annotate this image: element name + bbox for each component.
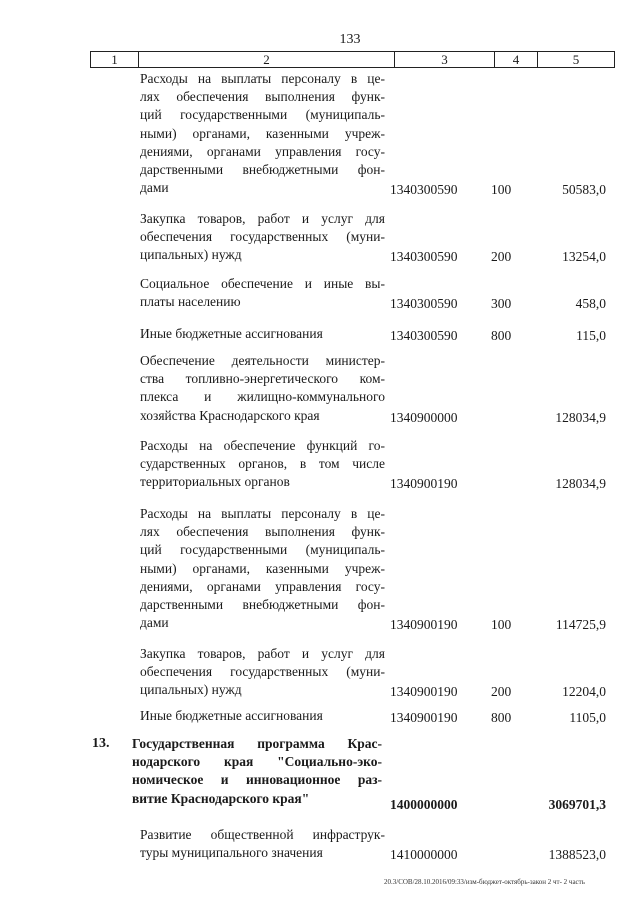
row-sum: 1105,0	[569, 710, 606, 725]
row-description	[132, 735, 382, 808]
row-description	[140, 505, 385, 632]
description-line: хозяйства Краснодарского края	[140, 407, 320, 423]
description-line: ций государственными (муниципаль-	[140, 107, 385, 123]
row-sum: 50583,0	[562, 182, 606, 198]
description-line: территориальных органов	[140, 474, 290, 490]
row-code: 1340900190	[390, 684, 458, 700]
description-line: плекса и жилищно-коммунального	[140, 389, 385, 405]
row-code: 1340900000	[390, 409, 458, 425]
row-code: 1340300590	[390, 328, 458, 343]
description-line: витие Краснодарского края"	[132, 790, 310, 806]
description-line: Расходы на выплаты персоналу в це-	[140, 71, 385, 86]
row-code: 1340900190	[390, 476, 458, 492]
row-description	[140, 325, 385, 343]
row-description	[140, 707, 385, 725]
description-line: платы населению	[140, 294, 241, 310]
description-line: лях обеспечения выполнения функ-	[140, 524, 385, 540]
page-number: 133	[339, 32, 361, 47]
description-line: Иные бюджетные ассигнования	[140, 326, 323, 341]
row-description	[140, 826, 385, 862]
description-line: ципальных) нужд	[140, 682, 242, 698]
description-line: ными) органами, казенными учреж-	[140, 560, 385, 576]
row-code: 1340300590	[390, 296, 458, 312]
header-col-3: 3	[395, 52, 495, 67]
description-line: Обеспечение деятельности министер-	[140, 353, 385, 368]
footer-note: 20.3/COB/28.10.2016/09:33/изм-бюджет-октябрь-закон 2 чт- 2 часть	[384, 878, 585, 886]
description-line: номическое и инновационное раз-	[132, 772, 382, 788]
description-line: дами	[140, 180, 169, 196]
row-code: 1340900190	[390, 710, 458, 725]
row-number: 13.	[92, 736, 110, 751]
row-description	[140, 275, 385, 311]
description-line: ства топливно-энергетического ком-	[140, 371, 385, 387]
description-line: дениями, органами управления госу-	[140, 578, 385, 594]
description-line: сударственных органов, в том числе	[140, 456, 385, 472]
row-description	[140, 437, 385, 492]
description-line: дарственными внебюджетными фон-	[140, 597, 385, 613]
row-sum: 3069701,3	[548, 796, 606, 812]
row-sum: 12204,0	[562, 684, 606, 700]
description-line: обеспечения государственных (муни-	[140, 664, 385, 680]
description-line: ципальных) нужд	[140, 247, 242, 263]
row-sum: 1388523,0	[548, 847, 606, 863]
row-description	[140, 645, 385, 700]
header-col-1: 1	[91, 52, 139, 67]
header-col-5: 5	[572, 52, 580, 67]
description-line: обеспечения государственных (муни-	[140, 229, 385, 245]
row-code: 1410000000	[390, 847, 458, 863]
description-line: ными) органами, казенными учреж-	[140, 125, 385, 141]
description-line: нодарского края "Социально-эко-	[132, 754, 382, 770]
row-sum: 128034,9	[555, 476, 606, 492]
description-line: Государственная программа Крас-	[132, 736, 382, 751]
row-type: 200	[491, 249, 512, 265]
description-line: Расходы на обеспечение функций го-	[140, 438, 385, 453]
description-line: ций государственными (муниципаль-	[140, 542, 385, 558]
row-description	[140, 210, 385, 265]
description-line: дами	[140, 615, 169, 631]
row-type: 300	[491, 296, 512, 312]
description-line: Закупка товаров, работ и услуг для	[140, 646, 385, 661]
description-line: Социальное обеспечение и иные вы-	[140, 276, 385, 291]
description-line: лях обеспечения выполнения функ-	[140, 89, 385, 105]
row-code: 1340300590	[390, 182, 458, 198]
row-sum: 128034,9	[555, 409, 606, 425]
row-code: 1340900190	[390, 617, 458, 633]
row-type: 800	[491, 328, 512, 343]
row-sum: 115,0	[576, 328, 606, 343]
description-line: Закупка товаров, работ и услуг для	[140, 211, 385, 226]
row-type: 800	[491, 710, 512, 725]
row-description	[140, 70, 385, 197]
table-header	[90, 51, 615, 68]
description-line: дарственными внебюджетными фон-	[140, 162, 385, 178]
header-col-2: 2	[139, 52, 395, 67]
header-col-4: 4	[495, 52, 538, 67]
row-sum: 13254,0	[562, 249, 606, 265]
row-sum: 114725,9	[555, 617, 606, 633]
description-line: Иные бюджетные ассигнования	[140, 708, 323, 723]
description-line: туры муниципального значения	[140, 845, 323, 861]
row-code: 1340300590	[390, 249, 458, 265]
row-type: 100	[491, 617, 512, 633]
row-description	[140, 352, 385, 425]
description-line: Развитие общественной инфраструк-	[140, 827, 385, 842]
row-code: 1400000000	[390, 796, 458, 812]
description-line: дениями, органами управления госу-	[140, 143, 385, 159]
description-line: Расходы на выплаты персоналу в це-	[140, 506, 385, 521]
row-sum: 458,0	[575, 296, 606, 312]
row-type: 200	[491, 684, 512, 700]
row-type: 100	[491, 182, 512, 198]
